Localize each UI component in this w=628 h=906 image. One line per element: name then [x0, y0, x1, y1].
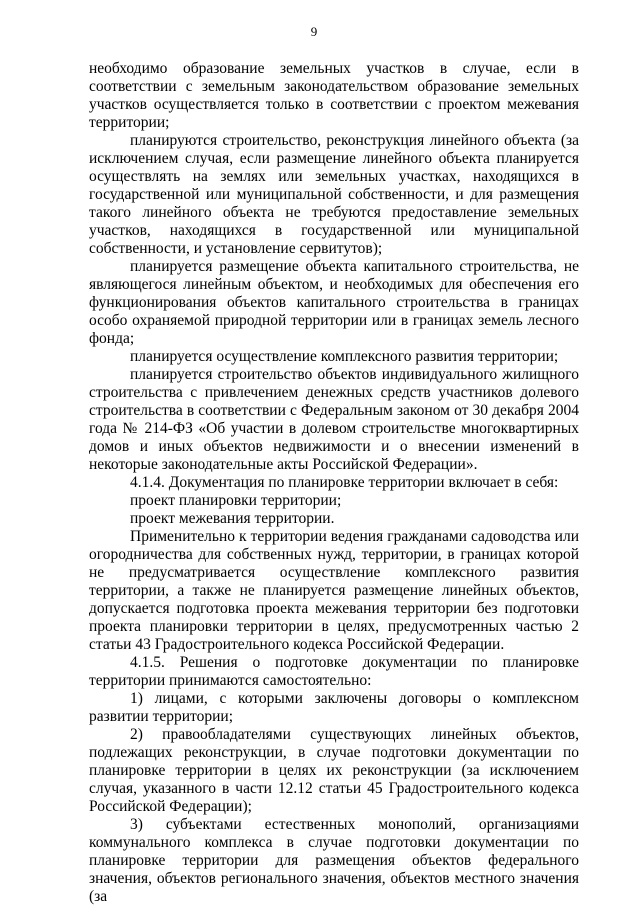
list-item: 1) лицами, с которыми заключены договоры о комплексном развитии территории; [89, 690, 579, 725]
list-item: 2) правообладателями существующих линейных объектов, подлежащих реконструкции, в случае подготовки документации по планировке территории в целях их реконструкции (за исключением случая, указанного в части 12.12 статьи 45 Градостроительного кодекса Российской Федерации); [89, 726, 579, 815]
paragraph: планируется строительство объектов индивидуального жилищного строительства с привлечением денежных средств участников долевого строительства в соответствии с Федеральным законом от 30 декабря 2004 года № 214-ФЗ «Об участии в долевом строительстве многоквартирных домов и иных объектов недвижимости и о внесении изменений в некоторые законодательные акты Российской Федерации». [89, 366, 579, 473]
paragraph: Применительно к территории ведения гражданами садоводства или огородничества для собственных нужд, территории, в границах которой не предусматривается осуществление комплексного развития территории, а также не планируется размещение линейных объектов, допускается подготовка проекта межевания территории без подготовки проекта планировки территории в целях, предусмотренных частью 2 статьи 43 Градостроительного кодекса Российской Федерации. [89, 528, 579, 653]
list-item: проект планировки территории; [130, 492, 342, 509]
paragraph: планируются строительство, реконструкция линейного объекта (за исключением случая, если размещение линейного объекта планируется осуществлять на землях или земельных участках, находящихся в государственной или муниципальной собственности, и для размещения такого линейного объекта не требуются предоставление земельных участков, находящихся в государственной или муниципальной собственности, и установление сервитутов); [89, 132, 579, 257]
paragraph: планируется размещение объекта капитального строительства, не являющегося линейным объектом, и необходимых для обеспечения его функционирования объектов капитального строительства в границах особо охраняемой природной территории или в границах земель лесного фонда; [89, 258, 579, 347]
paragraph: планируется осуществление комплексного развития территории; [130, 348, 559, 365]
list-item: проект межевания территории. [130, 510, 335, 527]
list-item: 3) субъектами естественных монополий, организациями коммунального комплекса в случае подготовки документации по планировке территории для размещения объектов федерального значения, объектов регионального значения, объектов местного значения (за [89, 816, 579, 905]
page-number: 9 [310, 24, 318, 39]
section-heading-4-1-4: 4.1.4. Документация по планировке территории включает в себя: [130, 474, 559, 491]
section-heading-4-1-5: 4.1.5. Решения о подготовке документации по планировке территории принимаются самостоятельно: [89, 654, 579, 689]
paragraph: необходимо образование земельных участков в случае, если в соответствии с земельным законодательством образование земельных участков осуществляется только в соответствии с проектом межевания территории; [89, 60, 579, 131]
document-body [89, 60, 579, 906]
